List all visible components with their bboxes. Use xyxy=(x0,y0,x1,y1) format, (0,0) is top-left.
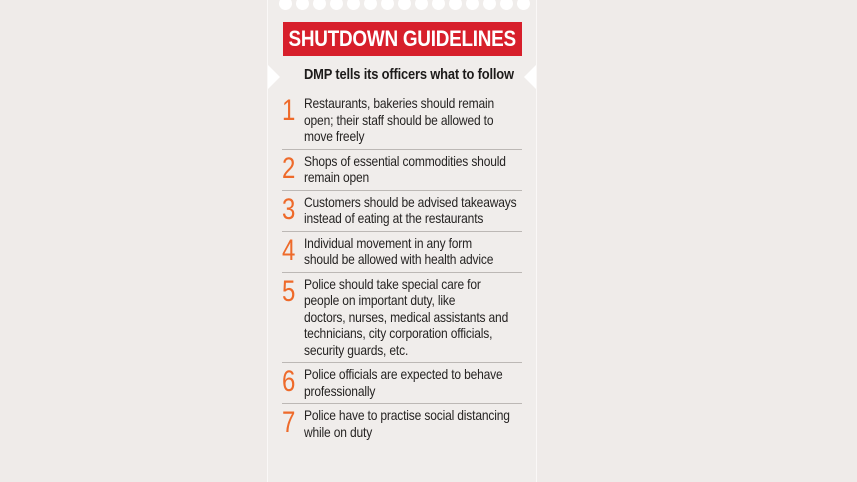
dot-icon xyxy=(432,0,445,10)
guidelines-list xyxy=(282,92,522,444)
item-text-line: Police officials are expected to behave xyxy=(304,366,503,382)
item-text-line: open; their staff should be allowed to xyxy=(304,111,494,128)
item-text-line: Individual movement in any form xyxy=(304,234,472,251)
item-text-line: move freely xyxy=(304,128,365,144)
item-text xyxy=(304,407,510,440)
dot-icon xyxy=(398,0,411,10)
subtitle-row xyxy=(268,64,536,90)
item-text-line: Restaurants, bakeries should remain xyxy=(304,95,495,111)
dot-icon xyxy=(449,0,462,10)
dot-icon xyxy=(483,0,496,10)
item-text xyxy=(304,235,493,268)
item-number: 6 xyxy=(282,365,296,398)
item-number: 2 xyxy=(282,151,296,185)
dot-icon xyxy=(296,0,309,10)
dot-icon xyxy=(415,0,428,10)
item-number: 1 xyxy=(282,94,296,127)
item-text xyxy=(304,276,508,359)
dot-icon xyxy=(466,0,479,10)
dot-icon xyxy=(517,0,530,10)
item-text-line: remain open xyxy=(304,169,370,185)
list-item xyxy=(282,150,522,191)
triangle-right-icon xyxy=(268,65,280,89)
list-item xyxy=(282,404,522,444)
dot-icon xyxy=(330,0,343,10)
item-text-line: instead of eating at the restaurants xyxy=(304,210,484,226)
item-number: 3 xyxy=(282,192,296,226)
item-number: 4 xyxy=(282,233,296,267)
item-text-line: Customers should be advised takeaways xyxy=(304,193,517,210)
list-item xyxy=(282,363,522,404)
list-item xyxy=(282,232,522,273)
subtitle: DMP tells its officers what to follow xyxy=(304,66,514,83)
title-banner xyxy=(283,22,522,56)
dot-icon xyxy=(381,0,394,10)
item-text-line: Police have to practise social distancing xyxy=(304,407,510,423)
item-text-line: technicians, city corporation officials, xyxy=(304,325,493,341)
item-text xyxy=(304,153,506,186)
item-text-line: doctors, nurses, medical assistants and xyxy=(304,308,509,325)
list-item xyxy=(282,191,522,232)
item-text-line: Shops of essential commodities should xyxy=(304,152,506,169)
item-text-line: security guards, etc. xyxy=(304,341,409,358)
item-text xyxy=(304,194,516,227)
item-number: 7 xyxy=(282,406,296,439)
list-item xyxy=(282,92,522,150)
dot-icon xyxy=(364,0,377,10)
item-text-line: Police should take special care for xyxy=(304,275,481,292)
dot-icon xyxy=(347,0,360,10)
item-text-line: people on important duty, like xyxy=(304,292,456,308)
item-number: 5 xyxy=(282,274,296,308)
triangle-left-icon xyxy=(524,65,536,89)
dot-icon xyxy=(500,0,513,10)
dot-icon xyxy=(313,0,326,10)
item-text xyxy=(304,95,494,145)
dot-icon xyxy=(279,0,292,10)
item-text xyxy=(304,366,503,399)
item-text-line: while on duty xyxy=(304,423,373,440)
page-title: SHUTDOWN GUIDELINES xyxy=(288,26,517,51)
item-text-line: professionally xyxy=(304,382,376,399)
list-item xyxy=(282,273,522,364)
item-text-line: should be allowed with health advice xyxy=(304,251,494,267)
decorative-dots xyxy=(279,0,529,12)
guidelines-panel xyxy=(267,0,537,482)
